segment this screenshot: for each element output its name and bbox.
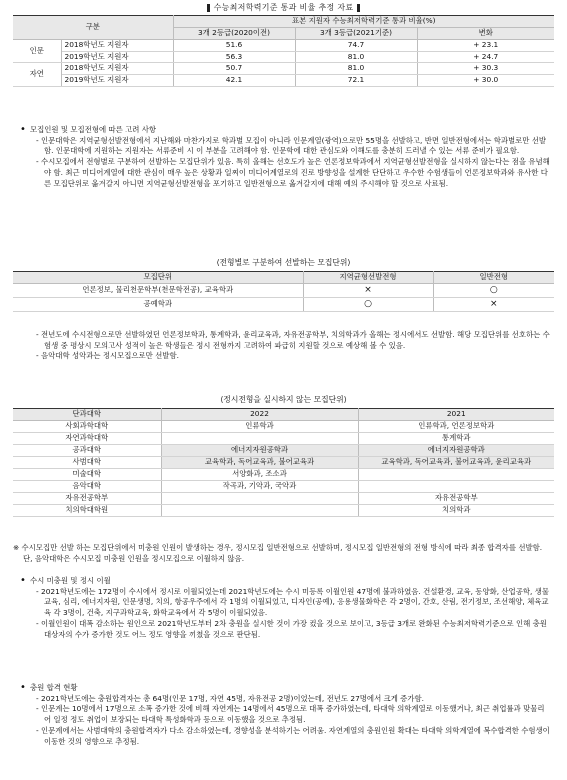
cell-value: 56.3 bbox=[173, 51, 295, 63]
cell-2022 bbox=[161, 504, 358, 516]
table-row bbox=[13, 492, 554, 504]
section-heading: • 모집인원 및 모집전형에 따른 고려 사항 bbox=[18, 125, 551, 136]
cell-college: 미술대학 bbox=[13, 468, 161, 480]
cell-value: + 24.7 bbox=[417, 51, 554, 63]
table-row bbox=[13, 40, 554, 52]
title-bar-right bbox=[357, 4, 360, 12]
row-label: 2019학년도 지원자 bbox=[61, 51, 173, 63]
cell-unit: 언론정보, 물리천문학부(천문학전공), 교육학과 bbox=[13, 283, 303, 297]
cell-2022: 서양화과, 조소과 bbox=[161, 468, 358, 480]
group-label: 인문 bbox=[13, 40, 61, 63]
cell-value: + 30.3 bbox=[417, 63, 554, 75]
paragraph: - 인문계에서는 사범대학의 충원합격자가 다소 감소하였는데, 경향성을 분석하기는 어려움. 자연계열의 충원인원 확대는 타대학 의학계열에 복수합격한 수험생이 이동한 것의 영향으로 추정됨. bbox=[30, 726, 551, 747]
cell-2021 bbox=[358, 480, 554, 492]
cell-value: 81.0 bbox=[295, 63, 417, 75]
cell-value: 72.1 bbox=[295, 75, 417, 87]
cell-college: 사범대학 bbox=[13, 456, 161, 468]
cell-unit: 공예학과 bbox=[13, 297, 303, 311]
cell-mark: ○ bbox=[303, 297, 433, 311]
table-row bbox=[13, 420, 554, 432]
cell-2021: 인류학과, 언론정보학과 bbox=[358, 420, 554, 432]
cell-value: 51.6 bbox=[173, 40, 295, 52]
section-heading: • 충원 합격 현황 bbox=[18, 683, 551, 694]
cell-college: 음악대학 bbox=[13, 480, 161, 492]
paragraph: - 인문계는 10명에서 17명으로 소폭 증가한 것에 비해 자연계는 14명에서 45명으로 대폭 증가하였는데, 타대학 의학계열로 이동했거나, 최근 취업률과 맞물리어 일정 정도 취업이 보장되는 타대학 특성화학과 등으로 이동했을 것으로 추정됨. bbox=[30, 704, 551, 725]
cell-mark: ○ bbox=[433, 283, 554, 297]
table2-caption: ⟨전형별로 구분하여 선발하는 모집단위⟩ bbox=[216, 258, 351, 267]
section-unfilled bbox=[18, 576, 551, 640]
table-row bbox=[13, 51, 554, 63]
table-row bbox=[13, 480, 554, 492]
cell-2022 bbox=[161, 492, 358, 504]
table2-header-unit: 모집단위 bbox=[13, 272, 303, 284]
cell-college: 공과대학 bbox=[13, 444, 161, 456]
title-bar-left bbox=[207, 4, 210, 12]
cell-value: + 23.1 bbox=[417, 40, 554, 52]
table-row bbox=[13, 504, 554, 516]
cell-2021: 에너지자원공학과 bbox=[358, 444, 554, 456]
table1-col3: 변화 bbox=[417, 28, 554, 40]
paragraph: - 수시모집에서 전형별로 구분하여 선발하는 모집단위가 있음. 특히 올해는 선호도가 높은 언론정보학과에서 지역균형선발전형을 실시하지 않는다는 점을 유념해야 함. 최근 미디어계열에 대한 관심이 매우 높은 상황과 일찌이 미디어계열로의 진로 방향성을 설계한 단단하고 우수한 수험생들이 언론정보학과와 유사한 다른 모집단위로 옮겨갈지 아니면 지역균형선발전형을 포기하고 일반전형으로 옮겨갈지에 대해 예의 주시해야 할 것으로 사료됨. bbox=[30, 157, 551, 189]
table2-header-regional: 지역균형선발전형 bbox=[303, 272, 433, 284]
cell-2021: 자유전공학부 bbox=[358, 492, 554, 504]
section-heading: • 수시 미충원 및 정시 이월 bbox=[18, 576, 551, 587]
cell-college: 자연과학대학 bbox=[13, 432, 161, 444]
table-row bbox=[13, 63, 554, 75]
section-additional-pass bbox=[18, 683, 551, 747]
no-regular-table bbox=[13, 408, 554, 517]
cell-2022: 에너지자원공학과 bbox=[161, 444, 358, 456]
cell-value: 50.7 bbox=[173, 63, 295, 75]
selection-type-table bbox=[13, 271, 554, 312]
cell-value: 74.7 bbox=[295, 40, 417, 52]
table-row bbox=[13, 75, 554, 87]
table-row bbox=[13, 444, 554, 456]
row-label: 2019학년도 지원자 bbox=[61, 75, 173, 87]
cell-2022: 작곡과, 기악과, 국악과 bbox=[161, 480, 358, 492]
title-text: 수능최저학력기준 통과 비율 추정 자료 bbox=[213, 3, 354, 12]
document-title bbox=[0, 2, 567, 14]
cell-2021: 통계학과 bbox=[358, 432, 554, 444]
row-label: 2018학년도 지원자 bbox=[61, 63, 173, 75]
cell-2022 bbox=[161, 432, 358, 444]
table-row bbox=[13, 468, 554, 480]
table1-header-group: 구분 bbox=[13, 16, 173, 40]
section-regular-admission bbox=[18, 330, 551, 362]
cell-value: 81.0 bbox=[295, 51, 417, 63]
cell-value: + 30.0 bbox=[417, 75, 554, 87]
cell-value: 42.1 bbox=[173, 75, 295, 87]
table3-header-college: 단과대학 bbox=[13, 409, 161, 421]
cell-mark: × bbox=[303, 283, 433, 297]
paragraph: - 2021학년도에는 충원합격자는 총 64명(인문 17명, 자연 45명, 자유전공 2명)이었는데, 전년도 27명에서 크게 증가함. bbox=[30, 694, 551, 705]
section-considerations bbox=[18, 125, 551, 189]
table3-caption: ⟨정시전형을 실시하지 않는 모집단위⟩ bbox=[220, 395, 347, 404]
table-row bbox=[13, 456, 554, 468]
cell-2021: 치의학과 bbox=[358, 504, 554, 516]
table3-header-2022: 2022 bbox=[161, 409, 358, 421]
table2-header-general: 일반전형 bbox=[433, 272, 554, 284]
note-text: ※ 수시모집만 선발 하는 모집단위에서 미충원 인원이 발생하는 경우, 정시모집 일반전형으로 선발하며, 정시모집 일반전형의 전형 방식에 따라 최종 합격자를 선발함. 단, 음악대학은 수시모집 미충원 인원을 정시모집으로 이월하지 않음. bbox=[13, 543, 543, 563]
cell-college: 사회과학대학 bbox=[13, 420, 161, 432]
table1-header-top: 표본 지원자 수능최저학력기준 통과 비율(%) bbox=[173, 16, 554, 28]
cell-college: 치의학대학원 bbox=[13, 504, 161, 516]
table1-col1: 3개 2등급(2020이전) bbox=[173, 28, 295, 40]
cell-2022: 인류학과 bbox=[161, 420, 358, 432]
paragraph: - 인문대학은 지역균형선발전형에서 지난해와 마찬가지로 학과별 모집이 아니라 인문계열(광역)으로만 55명을 선발하고, 반면 일반전형에서는 학과별로만 선발함. 인문대학에 지원하는 지원자는 서류준비 시 이 부분을 고려해야 함. 인문학에 대한 관심도와 이해도를 충분히 드러낼 수 있는 서류 준비가 필요함. bbox=[30, 136, 551, 157]
table3-header-2021: 2021 bbox=[358, 409, 554, 421]
cell-mark: × bbox=[433, 297, 554, 311]
cell-2022: 교육학과, 독어교육과, 불어교육과 bbox=[161, 456, 358, 468]
table-row bbox=[13, 283, 554, 297]
table1-col2: 3개 3등급(2021기준) bbox=[295, 28, 417, 40]
paragraph: - 전년도에 수시전형으로만 선발하였던 언론정보학과, 통계학과, 윤리교육과, 자유전공학부, 치의학과가 올해는 정시에서도 선발함. 해당 모집단위를 선호하는 수험생 중 평상시 모의고사 성적이 높은 학생들은 정시 전형까지 고려하여 파급히 지원할 것으로 예상해 볼 수 있음. bbox=[30, 330, 551, 351]
row-label: 2018학년도 지원자 bbox=[61, 40, 173, 52]
table-row bbox=[13, 297, 554, 311]
pass-rate-table bbox=[13, 15, 554, 87]
paragraph: - 2021학년도에는 172명이 수시에서 정시로 이월되었는데 2021학년도에는 수시 미등록 이월인원 47명에 불과하였음. 건설환경, 교육, 동양화, 산업공학, 생물교육, 심리, 에너지자원, 인문생명, 치의, 항공우주에서 각 1명의 이월되었고, 디자인(공예), 응용생물화학은 각 2명이, 간호, 산림, 전기정보, 조선해양, 체육교육 각 3명이, 건축, 지구과학교육, 화학교육에서 각 5명이 이월되었음. bbox=[30, 587, 551, 619]
group-label: 자연 bbox=[13, 63, 61, 86]
cell-college: 자유전공학부 bbox=[13, 492, 161, 504]
table-row bbox=[13, 432, 554, 444]
cell-2021 bbox=[358, 468, 554, 480]
paragraph: - 이월인원이 대폭 감소하는 원인으로 2021학년도부터 2차 충원을 실시한 것이 가장 컸을 것으로 보이고, 3등급 3개로 완화된 수능최저학력기준으로 인해 충원 대상자의 수가 증가한 것도 어느 정도 영향을 끼쳤을 것으로 판단됨. bbox=[30, 619, 551, 640]
cell-2021: 교육학과, 독어교육과, 불어교육과, 윤리교육과 bbox=[358, 456, 554, 468]
paragraph: - 음악대학 성악과는 정시모집으로만 선발함. bbox=[30, 351, 551, 362]
